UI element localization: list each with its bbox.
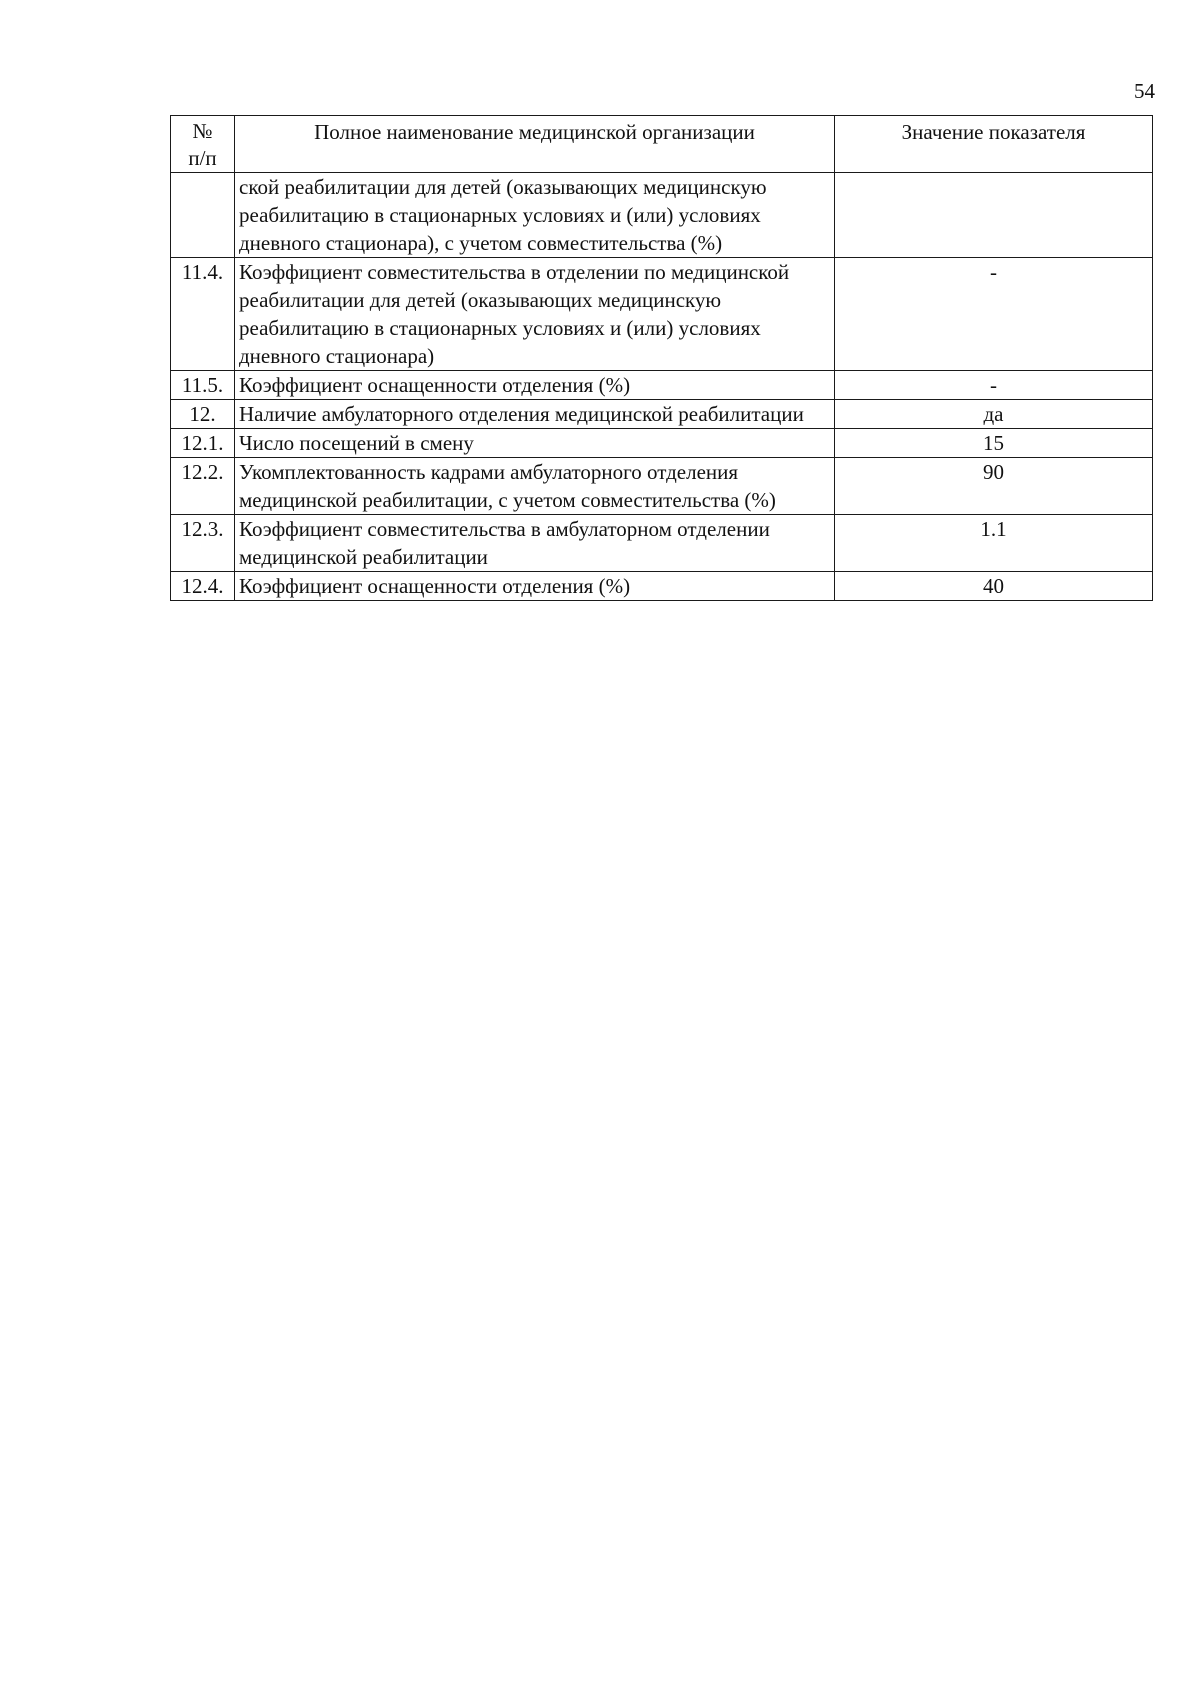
- row-value: 40: [835, 572, 1153, 601]
- row-value: [835, 173, 1153, 258]
- table-row: [171, 400, 1153, 429]
- row-value: 1.1: [835, 515, 1153, 572]
- row-name: Коэффициент оснащенности отделения (%): [235, 572, 835, 601]
- row-name: Коэффициент совместительства в отделении по медицинской реабилитации для детей (оказывающих медицинскую реабилитацию в стационарных условиях и (или) условиях дневного стационара): [235, 258, 835, 371]
- table-row: [171, 258, 1153, 371]
- indicator-table: [170, 115, 1153, 601]
- row-number: 11.5.: [171, 371, 235, 400]
- header-organization-name: Полное наименование медицинской организации: [235, 116, 835, 173]
- row-number: 11.4.: [171, 258, 235, 371]
- row-name: Укомплектованность кадрами амбулаторного отделения медицинской реабилитации, с учетом совместительства (%): [235, 458, 835, 515]
- header-number-label: п/п: [188, 146, 217, 170]
- row-number: [171, 173, 235, 258]
- table-row: [171, 371, 1153, 400]
- row-name: Коэффициент оснащенности отделения (%): [235, 371, 835, 400]
- row-name: ской реабилитации для детей (оказывающих медицинскую реабилитацию в стационарных условиях и (или) условиях дневного стационара), с учетом совместительства (%): [235, 173, 835, 258]
- header-indicator-value: Значение показателя: [835, 116, 1153, 173]
- row-name: Коэффициент совместительства в амбулаторном отделении медицинской реабилитации: [235, 515, 835, 572]
- row-number: 12.2.: [171, 458, 235, 515]
- row-value: 90: [835, 458, 1153, 515]
- row-value: -: [835, 258, 1153, 371]
- table-row: [171, 572, 1153, 601]
- header-number-symbol: №: [192, 119, 213, 143]
- row-value: да: [835, 400, 1153, 429]
- row-number: 12.1.: [171, 429, 235, 458]
- row-value: 15: [835, 429, 1153, 458]
- row-number: 12.3.: [171, 515, 235, 572]
- row-number: 12.: [171, 400, 235, 429]
- table-row: [171, 429, 1153, 458]
- table-row: [171, 173, 1153, 258]
- table-row: [171, 515, 1153, 572]
- row-name: Наличие амбулаторного отделения медицинской реабилитации: [235, 400, 835, 429]
- row-value: -: [835, 371, 1153, 400]
- row-number: 12.4.: [171, 572, 235, 601]
- table-header-row: [171, 116, 1153, 173]
- table-row: [171, 458, 1153, 515]
- row-name: Число посещений в смену: [235, 429, 835, 458]
- header-number: [171, 116, 235, 173]
- page-number: 54: [1134, 79, 1155, 103]
